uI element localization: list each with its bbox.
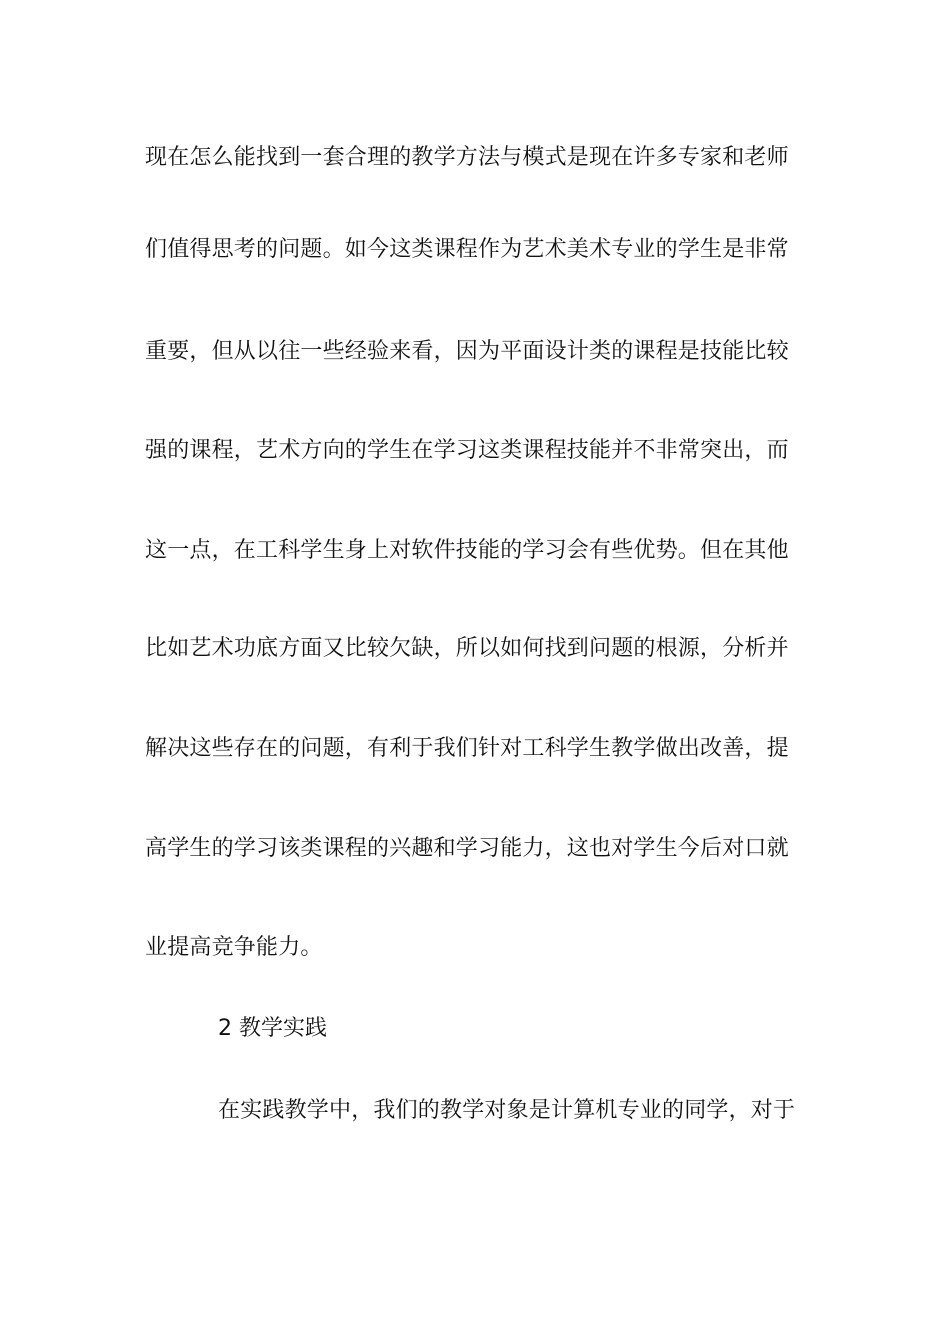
paragraph-line: 们值得思考的问题。如今这类课程作为艺术美术专业的学生是非常 (145, 237, 789, 262)
paragraph-line: 这一点，在工科学生身上对软件技能的学习会有些优势。但在其他 (145, 538, 789, 563)
section-heading: 2 教学实践 (218, 1016, 327, 1041)
paragraph-line: 强的课程，艺术方向的学生在学习这类课程技能并不非常突出，而 (145, 438, 789, 463)
paragraph-line: 业提高竞争能力。 (145, 935, 323, 960)
paragraph-line: 在实践教学中，我们的教学对象是计算机专业的同学，对于 (218, 1098, 796, 1123)
paragraph-line: 重要，但从以往一些经验来看，因为平面设计类的课程是技能比较 (145, 339, 789, 364)
paragraph-line: 比如艺术功底方面又比较欠缺，所以如何找到问题的根源，分析并 (145, 636, 789, 661)
paragraph-line: 解决这些存在的问题，有利于我们针对工科学生教学做出改善，提 (145, 736, 789, 761)
paragraph-line: 现在怎么能找到一套合理的教学方法与模式是现在许多专家和老师 (145, 145, 789, 170)
paragraph-line: 高学生的学习该类课程的兴趣和学习能力，这也对学生今后对口就 (145, 836, 789, 861)
